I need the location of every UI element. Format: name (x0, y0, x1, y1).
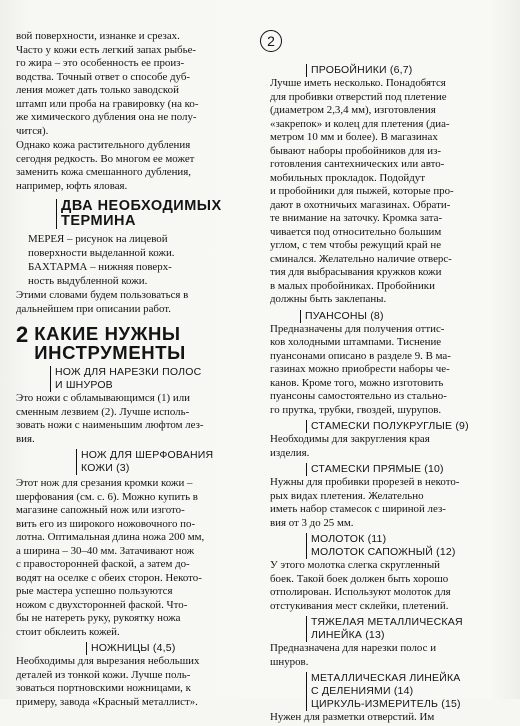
text-line: мобильных прокладок. Подойдут (270, 171, 425, 184)
paragraph-knife-strips (16, 392, 260, 446)
section-heading (16, 324, 260, 362)
text-line: ИНСТРУМЕНТЫ (34, 342, 186, 363)
text-line: дальнейшем при описании работ. (16, 302, 171, 315)
text-line: Предназначена для нарезки полос и (270, 642, 437, 654)
text-line: дают в охотничьих магазинах. Обрати- (270, 198, 451, 211)
text-line: МЕРЕЯ – рисунок на лицевой (28, 233, 168, 245)
text-line: должны быть заклепаны. (270, 293, 387, 305)
text-line: шерфования (см. с. 6). Можно купить в (16, 490, 198, 503)
paragraph-heavy-ruler (270, 642, 506, 669)
text-line: МОЛОТОК САПОЖНЫЙ (12) (311, 546, 456, 558)
text-line: СТАМЕСКИ ПРЯМЫЕ (10) (311, 463, 444, 475)
heading-hammers (306, 533, 506, 559)
text-line: ность выдубленной кожи. (28, 274, 148, 287)
text-line: ПУАНСОНЫ (8) (305, 309, 384, 322)
paragraph-vegetable-tanning (16, 139, 260, 193)
paragraph-hammers (270, 559, 506, 613)
heading-scissors (86, 642, 260, 655)
paragraph-chisels (270, 476, 506, 530)
text-line: НОЖ ДЛЯ НАРЕЗКИ ПОЛОС (55, 366, 202, 378)
paragraph-scissors (16, 655, 260, 709)
text-line: зоваться портновскими ножницами, к (16, 682, 191, 694)
text-line: отполирован. Используют молоток для (270, 586, 451, 598)
text-line: тия для выбрасывания кружков кожи (270, 266, 442, 278)
text-line: стоит обклеить кожей. (16, 625, 120, 638)
text-line: ЦИРКУЛЬ-ИЗМЕРИТЕЛЬ (15) (311, 698, 461, 710)
text-line: С ДЕЛЕНИЯМИ (14) (311, 685, 414, 697)
text-line: бывают наборы пробойников для из- (270, 144, 442, 157)
text-line: Лучше иметь несколько. Понадобятся (270, 77, 446, 89)
text-line: Нужны для пробивки прорезей в некото- (270, 476, 460, 488)
text-line: ДВА НЕОБХОДИМЫХ (61, 198, 222, 214)
text-line: водят на оселке с обеих сторон. Некото- (16, 571, 202, 584)
text-line: Нужен для разметки отверстий. Им (270, 711, 435, 723)
text-line: сменным лезвием (2). Лучше исполь- (16, 405, 190, 418)
text-line: ТЕРМИНА (61, 213, 136, 229)
text-line: (диаметром 2,3,4 мм), изготовления (270, 104, 436, 116)
heading-knife-strips (50, 366, 260, 392)
paragraph-gouges (270, 433, 506, 460)
term-bakhtarma (16, 261, 260, 288)
text-line: водства. Точный ответ о способе дуб- (16, 70, 191, 83)
text-line: вия. (16, 432, 35, 445)
text-line: ножом с двухсторонней фаской. Что- (16, 598, 188, 611)
text-line: зовать ножи с наименьшим люфтом лез- (16, 419, 204, 431)
text-line: чивается под относительно большим (270, 225, 442, 238)
text-line: чится). (16, 124, 49, 137)
heading-compass (306, 698, 506, 711)
text-line: пуансонами описано в разделе 9. В ма- (270, 349, 451, 362)
text-line: газинах можно приобрести наборы че- (270, 363, 450, 375)
text-line: пуансоны самостоятельно из стально- (270, 390, 447, 402)
text-line: МОЛОТОК (11) (311, 533, 387, 545)
text-line: Это ножи с обламывающимся (1) или (16, 392, 190, 404)
text-line: углом, с тем чтобы режущий край не (270, 239, 442, 251)
text-line: те внимание на заточку. Кромка зата- (270, 212, 443, 224)
text-line: вой поверхности, изнанке и срезах. (16, 30, 180, 42)
text-line: Этот нож для срезания кромки кожи – (16, 477, 193, 489)
text-line: канов. Кроме того, можно изготовить (270, 376, 444, 389)
text-line: СТАМЕСКИ ПОЛУКРУГЛЫЕ (9) (311, 420, 469, 432)
text-line: лотна. Оптимальная длина ножа 200 мм, (16, 531, 205, 543)
left-column (16, 30, 260, 710)
text-line: рые мастера успешно пользуются (16, 585, 173, 597)
text-line: го жира – это особенность ее произ- (16, 57, 185, 69)
paragraph-skiving-knife (16, 477, 260, 639)
text-line: Часто у кожи есть легкий запах рыбье- (16, 43, 197, 56)
text-line: с правосторонней фаской, а затем до- (16, 558, 190, 570)
heading-gouges (306, 420, 506, 433)
text-line: ПРОБОЙНИКИ (6,7) (311, 64, 413, 76)
text-line: отстукивания мест склейки, плетений. (270, 599, 449, 612)
text-line: готовления сантехнических или авто- (270, 158, 445, 170)
text-line: шнуров. (270, 655, 309, 668)
heading-skiving-knife (76, 449, 260, 475)
text-line: для пробивки отверстий под плетение (270, 90, 447, 103)
text-line: и пробойники для пыжей, которые про- (270, 185, 454, 197)
heading-punches (306, 64, 506, 77)
text-line: штамп или проба на гравировку (на ко- (16, 97, 199, 110)
right-column (270, 64, 506, 726)
text-line: например, юфть яловая. (16, 179, 128, 192)
text-line: ления может дать только заводской (16, 84, 179, 96)
text-line: Необходимы для вырезания небольших (16, 655, 200, 667)
paragraph-stamps (270, 323, 506, 418)
text-line: И ШНУРОВ (55, 379, 113, 391)
text-line: примеру, завода «Красный металлист». (16, 695, 198, 708)
text-line: ков холодными штампами. Тиснение (270, 336, 442, 348)
text-line: Предназначены для получения оттис- (270, 322, 445, 335)
text-line: рых видах плетения. Желательно (270, 489, 424, 502)
text-line: У этого молотка слегка скругленный (270, 559, 441, 571)
text-line: в малых пробойниках. Пробойники (270, 279, 435, 292)
text-line: поверхности выделанной кожи. (28, 246, 175, 259)
text-line: иметь набор стамесок с шириной лез- (270, 503, 446, 515)
text-line: ТЯЖЕЛАЯ МЕТАЛЛИЧЕСКАЯ (311, 616, 463, 628)
section-number: 2 (16, 322, 29, 347)
heading-graduated-ruler (306, 672, 506, 698)
text-line: Необходимы для закругления края (270, 433, 430, 445)
text-line: сминался. Желательно наличие отверс- (270, 252, 452, 265)
text-line: Этими словами будем пользоваться в (16, 289, 189, 301)
text-line: КАКИЕ НУЖНЫ (34, 323, 181, 344)
text-line: же химического дубления она не полу- (16, 111, 197, 123)
text-line: го прутка, трубки, гвоздей, шурупов. (270, 403, 442, 416)
text-line: вить его из широкого ножовочного по- (16, 517, 196, 530)
text-line: Однако кожа растительного дубления (16, 139, 191, 151)
text-line: бы не натереть руку, рукоятку ножа (16, 612, 181, 624)
text-line: БАХТАРМА – нижняя поверх- (28, 261, 172, 273)
heading-stamps (300, 310, 506, 323)
term-mereya (16, 233, 260, 260)
text-line: ЛИНЕЙКА (13) (311, 629, 385, 641)
heading-chisels (306, 463, 506, 476)
text-line: сегодня редкость. Во многом ее может (16, 152, 195, 165)
text-line: «закрепок» и колец для плетения (диа- (270, 117, 450, 130)
paragraph-compass (270, 711, 506, 725)
text-line: изделия. (270, 446, 310, 459)
text-line: НОЖ ДЛЯ ШЕРФОВАНИЯ (81, 449, 214, 461)
heading-heavy-ruler (306, 616, 506, 642)
paragraph-terms-usage (16, 289, 260, 316)
text-line: вия от 3 до 25 мм. (270, 516, 354, 529)
text-line: а ширина – 30–40 мм. Затачивают нож (16, 544, 195, 557)
paragraph-tanning-smell (16, 30, 260, 138)
heading-two-terms (56, 199, 260, 229)
paragraph-punches (270, 77, 506, 307)
text-line: заменить кожа смешанного дубления, (16, 166, 191, 178)
text-line: КОЖИ (3) (81, 462, 130, 474)
text-line: НОЖНИЦЫ (4,5) (91, 642, 176, 654)
text-line: магазине сапожный нож или изгото- (16, 504, 185, 516)
text-line: боек. Такой боек должен быть хорошо (270, 572, 449, 585)
section-title (34, 324, 186, 362)
text-line: метром 10 мм и более). В магазинах (270, 131, 438, 143)
page-number: 2 (260, 30, 282, 52)
text-line: МЕТАЛЛИЧЕСКАЯ ЛИНЕЙКА (311, 672, 461, 684)
text-line: деталей из тонкой кожи. Лучше поль- (16, 668, 191, 681)
